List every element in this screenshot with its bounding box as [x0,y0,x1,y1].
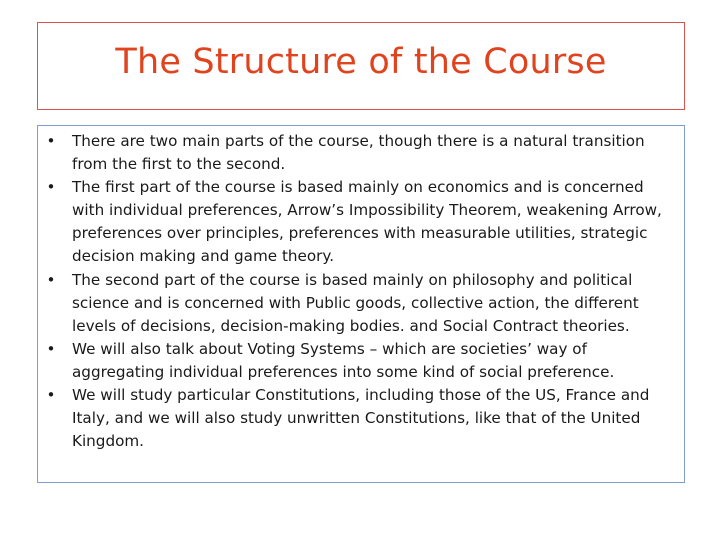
bullet-icon: • [46,132,56,150]
bullet-icon: • [46,386,56,405]
bullet-text: There are two main parts of the course, though there is a natural transition from the first to the second. [72,132,645,174]
bullet-item [38,384,674,453]
bullet-item [38,130,674,176]
slide-title: The Structure of the Course [115,42,607,82]
bullet-icon: • [46,270,56,289]
bullet-icon: • [46,178,56,197]
title-box [37,22,685,110]
bullet-item [38,338,674,384]
bullet-text: We will study particular Constitutions, including those of the US, France and Italy, and we will also study unwritten Constitutions, like that of the United Kingdom. [72,386,650,451]
bullet-item [38,269,674,338]
bullet-icon: • [46,339,56,358]
bullet-list [38,126,684,453]
bullet-text: The second part of the course is based mainly on philosophy and political science and is concerned with Public goods, collective action, the different levels of decisions, decision-making bodies. and Social Contract theories. [72,270,639,335]
bullet-text: We will also talk about Voting Systems – which are societies’ way of aggregating individual preferences into some kind of social preference. [72,339,615,381]
bullet-item [38,176,674,268]
bullet-text: The first part of the course is based mainly on economics and is concerned with individual preferences, Arrow’s Impossibility Theorem, weakening Arrow, preferences over principles, preferences with measurable utilities, strategic decision making and game theory. [72,178,662,266]
content-box [37,125,685,483]
